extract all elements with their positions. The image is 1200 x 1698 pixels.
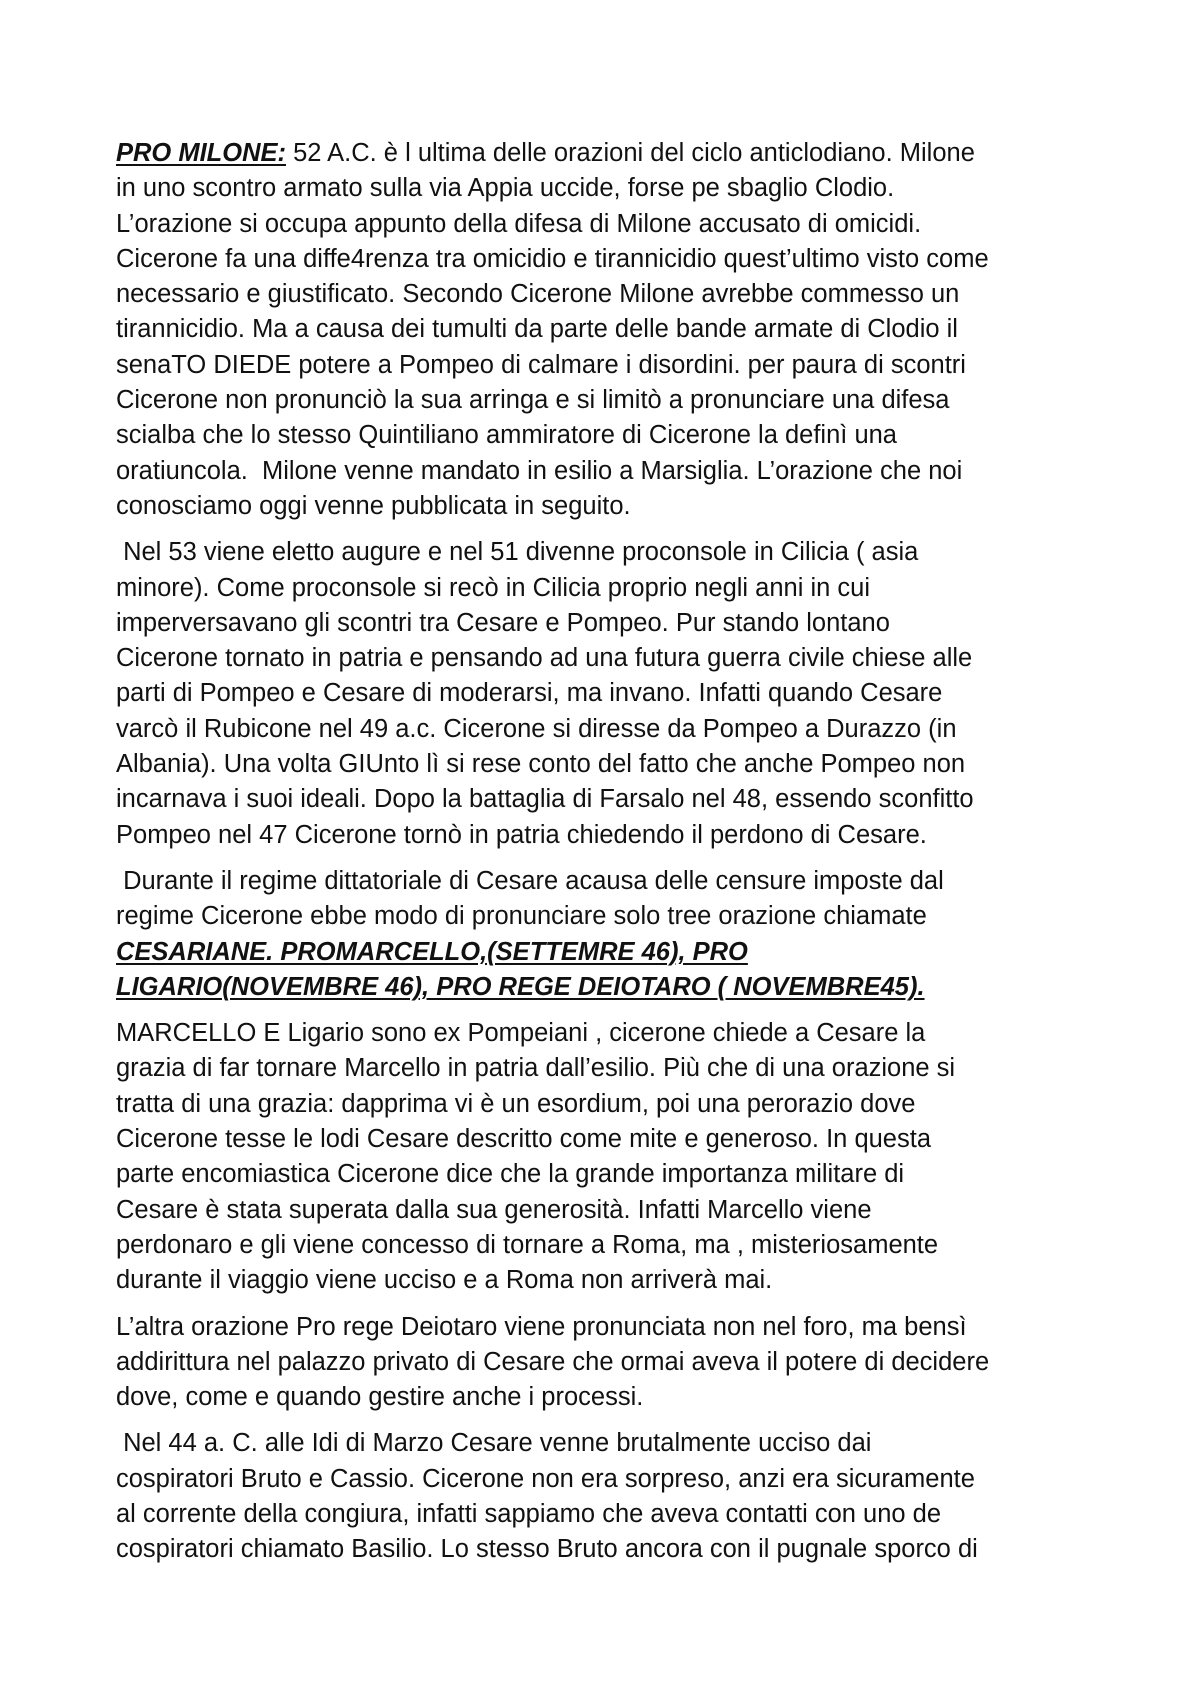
text-line: MARCELLO E Ligario sono ex Pompeiani , cicerone chiede a Cesare la [116, 1019, 926, 1048]
text-line: Cicerone tornato in patria e pensando ad una futura guerra civile chiese alle [116, 644, 973, 673]
text-line: perdonaro e gli viene concesso di tornare a Roma, ma , misteriosamente [116, 1230, 939, 1259]
text-line: tratta di una grazia: dapprima vi è un esordium, poi una perorazio dove [116, 1089, 916, 1118]
text-line: imperversavano gli scontri tra Cesare e Pompeo. Pur stando lontano [116, 608, 890, 637]
heading-line [116, 970, 1116, 1005]
text-line: cospiratori chiamato Basilio. Lo stesso Bruto ancora con il pugnale sporco di [116, 1535, 978, 1564]
text-line: Cicerone fa una diffe4renza tra omicidio e tirannicidio quest’ultimo visto come [116, 244, 989, 273]
text-line [116, 136, 1116, 171]
heading-line [116, 935, 1116, 970]
text-line: Durante il regime dittatoriale di Cesare acausa delle censure imposte dal [116, 866, 944, 895]
text-line: L’altra orazione Pro rege Deiotaro viene pronunciata non nel foro, ma bensì [116, 1312, 967, 1341]
text-line: Nel 44 a. C. alle Idi di Marzo Cesare venne brutalmente ucciso dai [116, 1429, 872, 1458]
text-line: Cicerone non pronunciò la sua arringa e si limitò a pronunciare una difesa [116, 386, 950, 415]
paragraph-marcello-ligario [116, 1016, 1116, 1298]
paragraph-augure-proconsole [116, 535, 1116, 853]
text-line: necessario e giustificato. Secondo Cicerone Milone avrebbe commesso un [116, 280, 960, 309]
text-line: Cicerone tesse le lodi Cesare descritto come mite e generoso. In questa [116, 1125, 932, 1154]
text-line: Cesare è stata superata dalla sua generosità. Infatti Marcello viene [116, 1195, 872, 1224]
paragraph-pro-rege-deiotaro [116, 1310, 1116, 1416]
text-line: durante il viaggio viene ucciso e a Roma non arriverà mai. [116, 1266, 773, 1295]
document-page [116, 136, 1116, 1579]
text-line: dove, come e quando gestire anche i processi. [116, 1383, 644, 1412]
text-line: cospiratori Bruto e Cassio. Cicerone non era sorpreso, anzi era sicuramente [116, 1464, 975, 1493]
text-line: senaTO DIEDE potere a Pompeo di calmare i disordini. per paura di scontri [116, 350, 966, 379]
text-line: regime Cicerone ebbe modo di pronunciare solo tree orazione chiamate [116, 902, 927, 931]
paragraph-pro-milone [116, 136, 1116, 524]
text-line: oratiuncola. Milone venne mandato in esilio a Marsiglia. L’orazione che noi [116, 456, 963, 485]
text-line: addirittura nel palazzo privato di Cesare che ormai aveva il potere di decidere [116, 1347, 990, 1376]
text-line: L’orazione si occupa appunto della difesa di Milone accusato di omicidi. [116, 209, 922, 238]
text-line: scialba che lo stesso Quintiliano ammiratore di Cicerone la definì una [116, 421, 897, 450]
text-line: Nel 53 viene eletto augure e nel 51 divenne proconsole in Cilicia ( asia [116, 538, 919, 567]
text-line: minore). Come proconsole si recò in Cilicia proprio negli anni in cui [116, 573, 871, 602]
section-heading: CESARIANE. PROMARCELLO,(SETTEMRE 46), PRO [116, 937, 748, 966]
text-line: conosciamo oggi venne pubblicata in seguito. [116, 491, 631, 520]
text-line: parte encomiastica Cicerone dice che la grande importanza militare di [116, 1160, 905, 1189]
paragraph-idi-di-marzo [116, 1426, 1116, 1567]
text-line: Albania). Una volta GIUnto lì si rese conto del fatto che anche Pompeo non [116, 750, 966, 779]
text-line: varcò il Rubicone nel 49 a.c. Cicerone si diresse da Pompeo a Durazzo (in [116, 714, 957, 743]
text-span: 52 A.C. è l ultima delle orazioni del ciclo anticlodiano. Milone [286, 139, 975, 167]
text-line: in uno scontro armato sulla via Appia uccide, forse pe sbaglio Clodio. [116, 174, 895, 203]
section-heading: LIGARIO(NOVEMBRE 46), PRO REGE DEIOTARO ( NOVEMBRE45). [116, 972, 925, 1001]
paragraph-regime-dittatoriale [116, 864, 1116, 1005]
text-line: al corrente della congiura, infatti sappiamo che aveva contatti con uno de [116, 1499, 942, 1528]
text-line: Pompeo nel 47 Cicerone tornò in patria chiedendo il perdono di Cesare. [116, 820, 927, 849]
text-line: parti di Pompeo e Cesare di moderarsi, ma invano. Infatti quando Cesare [116, 679, 943, 708]
text-line: incarnava i suoi ideali. Dopo la battaglia di Farsalo nel 48, essendo sconfitto [116, 785, 974, 814]
text-line: grazia di far tornare Marcello in patria dall’esilio. Più che di una orazione si [116, 1054, 956, 1083]
text-line: tirannicidio. Ma a causa dei tumulti da parte delle bande armate di Clodio il [116, 315, 958, 344]
section-heading: PRO MILONE: [116, 139, 286, 167]
